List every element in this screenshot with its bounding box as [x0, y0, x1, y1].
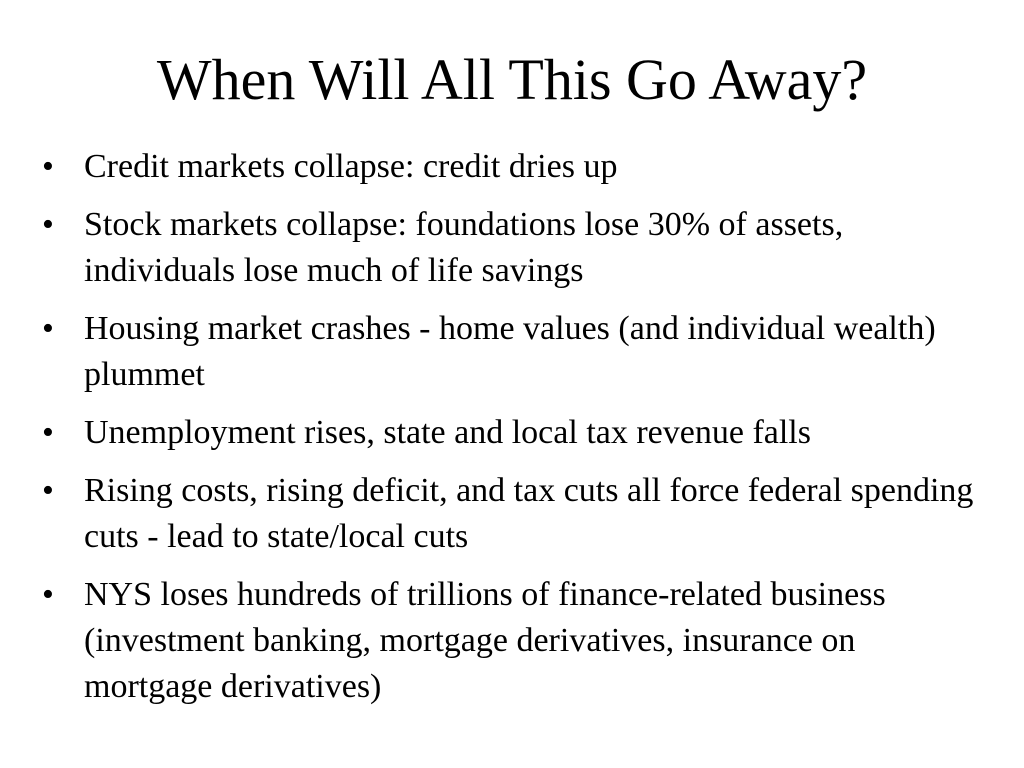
bullet-text: Credit markets collapse: credit dries up — [84, 148, 618, 185]
bullet-item-stock-markets — [42, 202, 982, 294]
bullet-item-nys-losses — [42, 572, 982, 710]
bullet-marker: • — [42, 576, 54, 613]
bullet-marker: • — [42, 414, 54, 451]
slide-title: When Will All This Go Away? — [156, 47, 868, 112]
bullet-text: Unemployment rises, state and local tax revenue falls — [84, 414, 811, 451]
bullet-item-housing-market — [42, 306, 982, 398]
bullet-item-federal-cuts — [42, 468, 982, 560]
bullet-marker: • — [42, 148, 54, 185]
bullet-marker: • — [42, 310, 54, 347]
bullet-marker: • — [42, 472, 54, 509]
bullet-list — [42, 144, 982, 722]
bullet-item-unemployment — [42, 410, 982, 456]
bullet-item-credit-markets — [42, 144, 982, 190]
bullet-marker: • — [42, 206, 54, 243]
bullet-text: Stock markets collapse: foundations lose 30% of assets, individuals lose much of life savings — [84, 206, 844, 289]
bullet-text: Rising costs, rising deficit, and tax cuts all force federal spending cuts - lead to state/local cuts — [84, 472, 974, 555]
bullet-text: NYS loses hundreds of trillions of finance-related business (investment banking, mortgage derivatives, insurance on mortgage derivatives) — [84, 576, 886, 705]
bullet-text: Housing market crashes - home values (and individual wealth) plummet — [84, 310, 936, 393]
